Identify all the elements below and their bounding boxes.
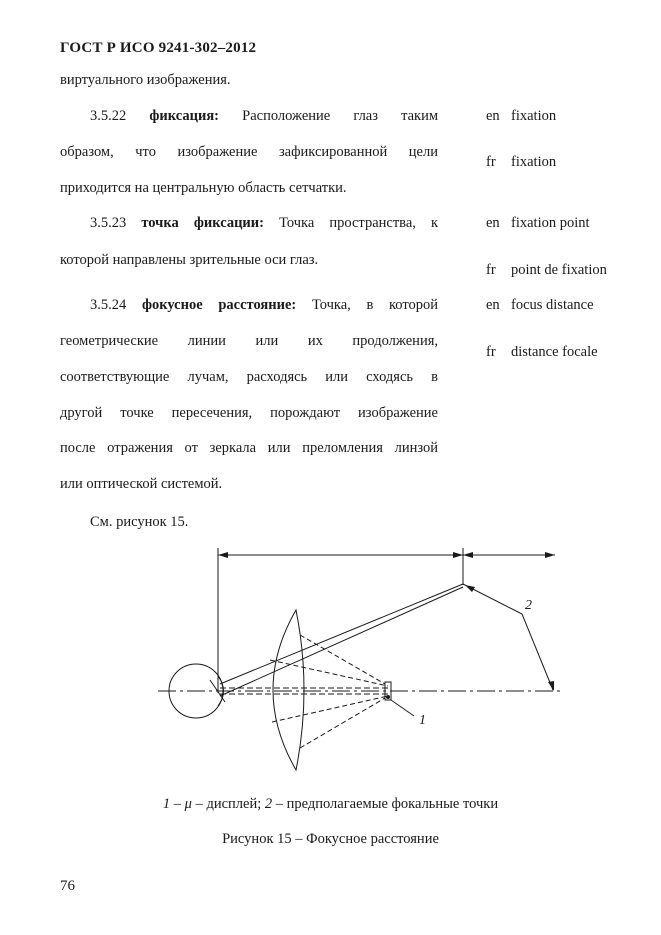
definition-text: Точка пространства, к xyxy=(279,215,439,231)
ray xyxy=(272,696,388,722)
leader-line-2 xyxy=(522,614,553,690)
definition-line: приходится на центральную область сетчатки. xyxy=(60,180,347,196)
definition-line: образом, что изображение зафиксированной цели xyxy=(60,144,438,160)
translation-text: fixation xyxy=(511,108,557,124)
translation-text: point de fixation xyxy=(511,262,607,278)
definition-line: которой направлены зрительные оси глаз. xyxy=(60,252,319,268)
definition-line: после отражения от зеркала или преломления линзой xyxy=(60,440,438,456)
label-2: 2 xyxy=(525,598,532,613)
ray xyxy=(220,587,463,696)
ray xyxy=(220,584,463,684)
arrow-head xyxy=(218,552,228,558)
definition-line: геометрические линии или их продолжения, xyxy=(60,333,438,349)
display-dot xyxy=(387,696,390,699)
definition-line: соответствующие лучам, расходясь или сходясь в xyxy=(60,369,438,385)
lang-code: en xyxy=(486,297,500,313)
legend-mu: μ xyxy=(184,796,192,812)
lang-code: en xyxy=(486,215,500,231)
translation-text: fixation xyxy=(511,154,557,170)
arrow-head xyxy=(465,585,475,592)
arrow-head xyxy=(463,552,473,558)
leader-line-1 xyxy=(391,700,414,716)
arrow-head xyxy=(453,552,463,558)
arrow-head xyxy=(545,552,555,558)
ray xyxy=(300,698,385,748)
definition-text: Расположение глаз таким xyxy=(242,108,439,124)
definition-line: другой точке пересечения, порождают изображение xyxy=(60,405,438,421)
figure-legend: 1 – μ – дисплей; 2 – предполагаемые фокальные точки xyxy=(162,796,499,812)
legend-number: 2 xyxy=(264,796,273,812)
document-header: ГОСТ Р ИСО 9241-302–2012 xyxy=(60,40,257,56)
term-number: 3.5.23 xyxy=(90,215,127,231)
page-number: 76 xyxy=(60,878,75,894)
term-number: 3.5.24 xyxy=(90,297,127,313)
legend-number: 1 xyxy=(162,796,171,812)
definition-line: или оптической системой. xyxy=(60,476,223,492)
ray xyxy=(300,635,385,684)
arrow-head xyxy=(548,681,554,691)
term-name: точка фиксации: xyxy=(141,215,264,231)
term-number: 3.5.22 xyxy=(90,108,127,124)
lang-code: fr xyxy=(486,154,496,170)
term-name: фокусное расстояние: xyxy=(141,297,297,313)
lang-code: fr xyxy=(486,344,496,360)
lens-shape xyxy=(273,610,304,770)
figure-caption: Рисунок 15 – Фокусное расстояние xyxy=(222,831,439,847)
label-1: 1 xyxy=(419,713,426,728)
lang-code: fr xyxy=(486,262,496,278)
translation-text: distance focale xyxy=(511,344,598,360)
translation-text: fixation point xyxy=(511,215,590,231)
definition-text: Точка, в которой xyxy=(311,297,438,313)
ray xyxy=(270,660,388,686)
figure-reference: См. рисунок 15. xyxy=(90,514,189,530)
term-name: фиксация: xyxy=(149,108,220,124)
lang-code: en xyxy=(486,108,500,124)
translation-text: focus distance xyxy=(511,297,594,313)
paragraph-line: виртуального изображения. xyxy=(60,72,231,88)
